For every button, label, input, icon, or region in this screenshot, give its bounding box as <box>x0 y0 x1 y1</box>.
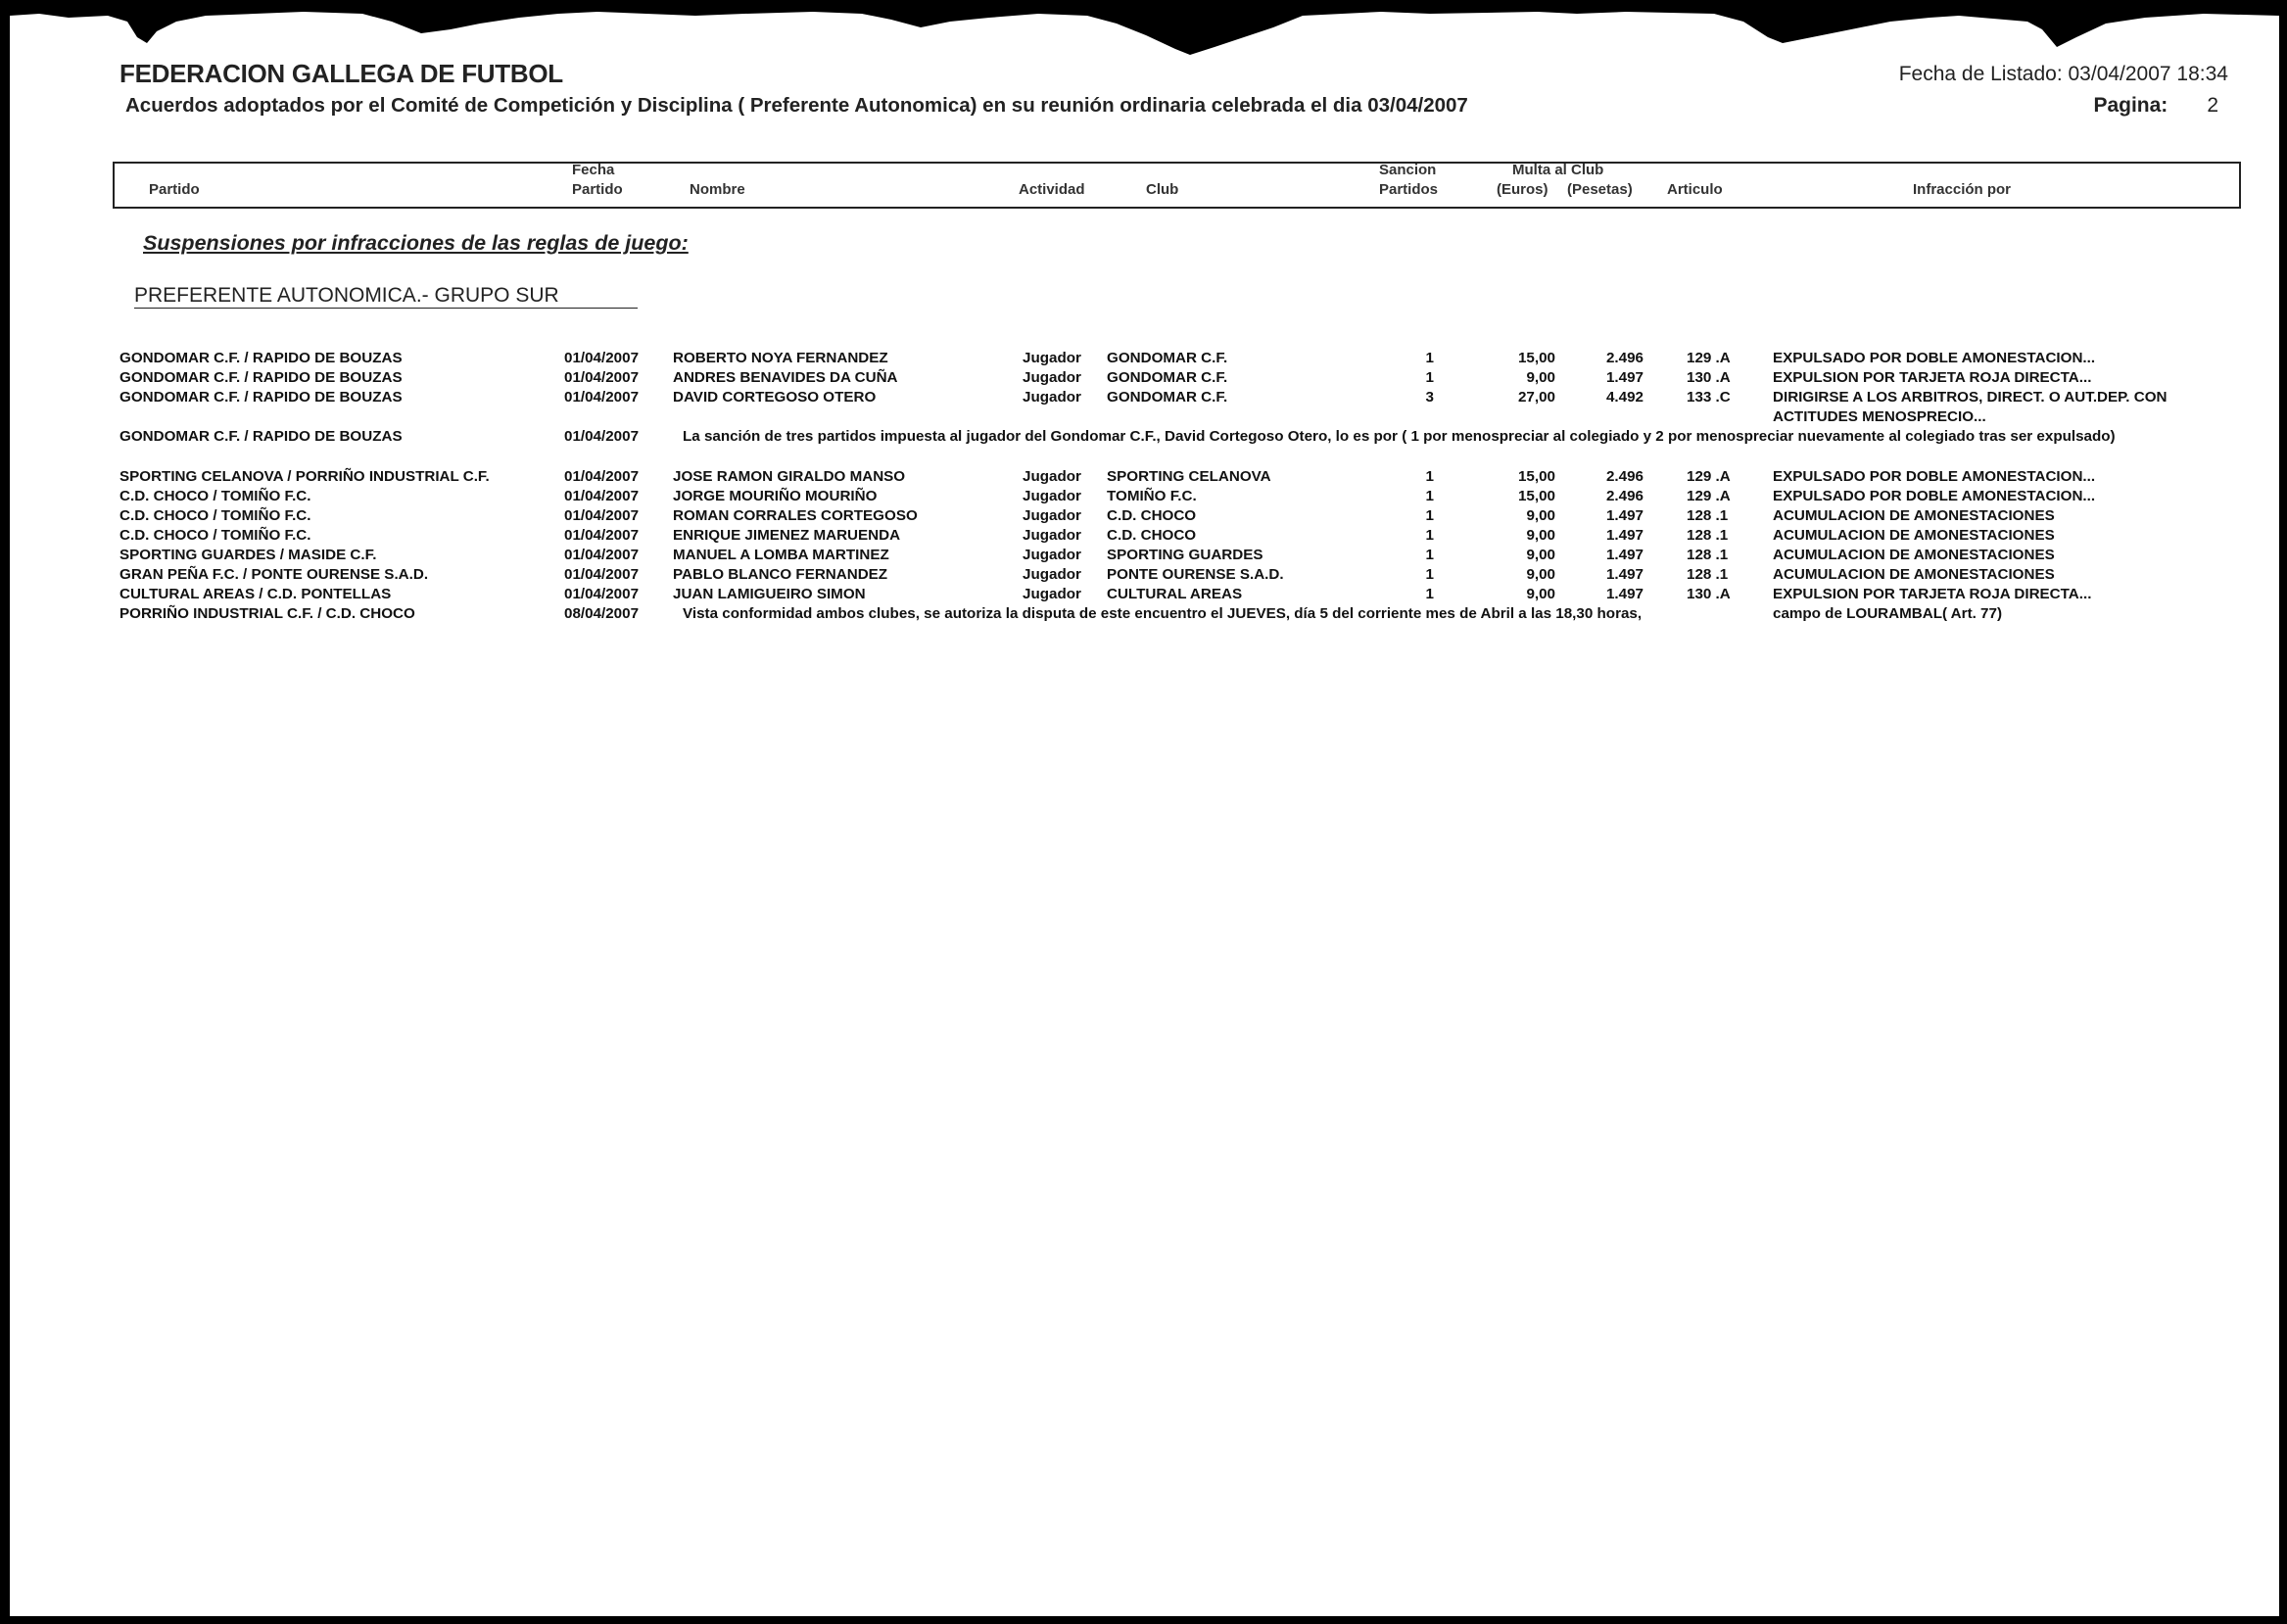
table-cell-infraccion: EXPULSION POR TARJETA ROJA DIRECTA... <box>1773 586 2092 602</box>
col-club: Club <box>1146 181 1179 198</box>
table-cell-euros: 9,00 <box>1526 527 1555 544</box>
table-cell-actividad: Jugador <box>1023 488 1081 504</box>
sanctions-table <box>10 8 2279 1616</box>
table-cell-fecha: 01/04/2007 <box>564 468 640 485</box>
document-page <box>10 8 2279 1616</box>
table-cell-fecha: 08/04/2007 <box>564 605 640 622</box>
col-sancion-bottom: Partidos <box>1379 181 1439 198</box>
table-cell-pesetas: 1.497 <box>1605 527 1644 544</box>
table-cell-sancion: 1 <box>1425 547 1434 563</box>
document-subtitle: Acuerdos adoptados por el Comité de Competición y Disciplina ( Preferente Autonomica) en su reunión ordinaria celebrada el dia 03/04/2007 <box>125 94 1468 117</box>
table-cell-fecha: 01/04/2007 <box>564 428 640 445</box>
col-multa-top: Multa al Club <box>1512 162 1604 178</box>
table-cell-infraccion: ACUMULACION DE AMONESTACIONES <box>1773 547 2055 563</box>
table-cell-club: GONDOMAR C.F. <box>1107 389 1228 406</box>
table-cell-partido: C.D. CHOCO / TOMIÑO F.C. <box>119 488 311 504</box>
table-cell-fecha: 01/04/2007 <box>564 488 640 504</box>
table-cell-fecha: 01/04/2007 <box>564 507 640 524</box>
table-cell-pesetas: 1.497 <box>1605 507 1644 524</box>
table-cell-nombre: ROBERTO NOYA FERNANDEZ <box>673 350 888 366</box>
table-cell-nombre: JOSE RAMON GIRALDO MANSO <box>673 468 906 485</box>
table-cell-sancion: 1 <box>1425 586 1434 602</box>
table-cell-euros: 9,00 <box>1526 586 1555 602</box>
page-number: 2 <box>2207 94 2218 117</box>
table-cell-partido: CULTURAL AREAS / C.D. PONTELLAS <box>119 586 392 602</box>
table-cell-partido: GONDOMAR C.F. / RAPIDO DE BOUZAS <box>119 389 403 406</box>
table-cell-actividad: Jugador <box>1023 527 1081 544</box>
table-cell-nombre: MANUEL A LOMBA MARTINEZ <box>673 547 889 563</box>
table-cell-fecha: 01/04/2007 <box>564 389 640 406</box>
table-cell-fecha: 01/04/2007 <box>564 547 640 563</box>
table-cell-nombre: DAVID CORTEGOSO OTERO <box>673 389 877 406</box>
table-cell-partido: C.D. CHOCO / TOMIÑO F.C. <box>119 527 311 544</box>
table-cell-euros: 15,00 <box>1517 488 1555 504</box>
group-title: PREFERENTE AUTONOMICA.- GRUPO SUR <box>134 284 638 309</box>
table-cell-actividad: Jugador <box>1023 468 1081 485</box>
table-cell-club: TOMIÑO F.C. <box>1107 488 1197 504</box>
table-cell-club: C.D. CHOCO <box>1107 507 1197 524</box>
table-cell-partido: GONDOMAR C.F. / RAPIDO DE BOUZAS <box>119 350 403 366</box>
table-cell-actividad: Jugador <box>1023 350 1081 366</box>
table-cell-pesetas: 2.496 <box>1605 468 1644 485</box>
table-cell-infraccion: EXPULSADO POR DOBLE AMONESTACION... <box>1773 350 2096 366</box>
table-cell-fecha: 01/04/2007 <box>564 566 640 583</box>
table-cell-euros: 9,00 <box>1526 507 1555 524</box>
table-cell-club: GONDOMAR C.F. <box>1107 369 1228 386</box>
table-cell-actividad: Jugador <box>1023 586 1081 602</box>
table-cell-club: C.D. CHOCO <box>1107 527 1197 544</box>
table-cell-euros: 15,00 <box>1517 468 1555 485</box>
table-cell-actividad: Jugador <box>1023 507 1081 524</box>
org-title: FEDERACION GALLEGA DE FUTBOL <box>119 59 563 88</box>
col-fecha-bottom: Partido <box>572 181 623 198</box>
table-cell-sancion: 1 <box>1425 488 1434 504</box>
table-cell-actividad: Jugador <box>1023 547 1081 563</box>
table-cell-sancion: 1 <box>1425 468 1434 485</box>
table-cell-articulo: 128 .1 <box>1687 527 1729 544</box>
col-partido: Partido <box>149 181 200 198</box>
table-cell-note: Vista conformidad ambos clubes, se autoriza la disputa de este encuentro el JUEVES, día 5 del corriente mes de Abril a las 18,30 horas, <box>683 605 1643 622</box>
table-cell-sancion: 1 <box>1425 369 1434 386</box>
table-cell-infraccion: ACUMULACION DE AMONESTACIONES <box>1773 507 2055 524</box>
table-cell-infraccion: ACUMULACION DE AMONESTACIONES <box>1773 527 2055 544</box>
table-cell-euros: 27,00 <box>1517 389 1555 406</box>
table-cell-club: SPORTING GUARDES <box>1107 547 1263 563</box>
table-cell-infraccion: ACUMULACION DE AMONESTACIONES <box>1773 566 2055 583</box>
table-cell-fecha: 01/04/2007 <box>564 350 640 366</box>
table-cell-sancion: 1 <box>1425 507 1434 524</box>
col-infraccion: Infracción por <box>1913 181 2012 198</box>
table-cell-nombre: ENRIQUE JIMENEZ MARUENDA <box>673 527 901 544</box>
col-actividad: Actividad <box>1019 181 1085 198</box>
table-cell-club: CULTURAL AREAS <box>1107 586 1243 602</box>
listing-date: Fecha de Listado: 03/04/2007 18:34 <box>1898 63 2228 85</box>
table-cell-sancion: 1 <box>1425 350 1434 366</box>
table-cell-euros: 9,00 <box>1526 369 1555 386</box>
table-cell-pesetas: 1.497 <box>1605 566 1644 583</box>
page-label: Pagina: <box>2093 94 2168 117</box>
table-cell-euros: 9,00 <box>1526 566 1555 583</box>
table-cell-pesetas: 4.492 <box>1605 389 1644 406</box>
table-cell-nombre: ROMAN CORRALES CORTEGOSO <box>673 507 918 524</box>
table-cell-partido: PORRIÑO INDUSTRIAL C.F. / C.D. CHOCO <box>119 605 415 622</box>
table-cell-infraccion: EXPULSION POR TARJETA ROJA DIRECTA... <box>1773 369 2092 386</box>
table-cell-club: SPORTING CELANOVA <box>1107 468 1271 485</box>
table-cell-club: GONDOMAR C.F. <box>1107 350 1228 366</box>
table-cell-partido: GRAN PEÑA F.C. / PONTE OURENSE S.A.D. <box>119 566 429 583</box>
table-cell-articulo: 129 .A <box>1687 350 1731 366</box>
table-cell-pesetas: 2.496 <box>1605 350 1644 366</box>
table-cell-nombre: JORGE MOURIÑO MOURIÑO <box>673 488 878 504</box>
col-sancion-top: Sancion <box>1379 162 1437 178</box>
table-cell-articulo: 129 .A <box>1687 488 1731 504</box>
table-cell-articulo: 133 .C <box>1687 389 1731 406</box>
table-cell-partido: SPORTING GUARDES / MASIDE C.F. <box>119 547 377 563</box>
table-cell-partido: GONDOMAR C.F. / RAPIDO DE BOUZAS <box>119 369 403 386</box>
table-cell-infraccion: DIRIGIRSE A LOS ARBITROS, DIRECT. O AUT.DEP. CON ACTITUDES MENOSPRECIO... <box>1773 389 2168 425</box>
table-cell-articulo: 128 .1 <box>1687 566 1729 583</box>
table-cell-articulo: 128 .1 <box>1687 547 1729 563</box>
table-cell-nombre: ANDRES BENAVIDES DA CUÑA <box>673 369 898 386</box>
table-cell-fecha: 01/04/2007 <box>564 527 640 544</box>
table-cell-fecha: 01/04/2007 <box>564 369 640 386</box>
table-cell-pesetas: 1.497 <box>1605 586 1644 602</box>
table-cell-sancion: 1 <box>1425 566 1434 583</box>
col-fecha-top: Fecha <box>572 162 615 178</box>
col-euros: (Euros) <box>1497 181 1548 198</box>
table-cell-partido: GONDOMAR C.F. / RAPIDO DE BOUZAS <box>119 428 403 445</box>
table-cell-infraccion: EXPULSADO POR DOBLE AMONESTACION... <box>1773 468 2096 485</box>
table-cell-articulo: 128 .1 <box>1687 507 1729 524</box>
table-cell-partido: SPORTING CELANOVA / PORRIÑO INDUSTRIAL C.F. <box>119 468 490 485</box>
section-title: Suspensiones por infracciones de las reglas de juego: <box>143 231 689 255</box>
table-cell-infraccion: EXPULSADO POR DOBLE AMONESTACION... <box>1773 488 2096 504</box>
table-cell-actividad: Jugador <box>1023 369 1081 386</box>
table-cell-note: La sanción de tres partidos impuesta al jugador del Gondomar C.F., David Cortegoso Otero, lo es por ( 1 por menospreciar al colegiado y 2 por menospreciar nuevamente al colegiado tras ser expulsado) <box>683 428 2116 445</box>
col-articulo: Articulo <box>1667 181 1723 198</box>
table-cell-pesetas: 1.497 <box>1605 369 1644 386</box>
col-pesetas: (Pesetas) <box>1567 181 1633 198</box>
table-cell-partido: C.D. CHOCO / TOMIÑO F.C. <box>119 507 311 524</box>
table-cell-articulo: 130 .A <box>1687 369 1731 386</box>
table-cell-sancion: 1 <box>1425 527 1434 544</box>
table-cell-euros: 15,00 <box>1517 350 1555 366</box>
table-cell-articulo: 129 .A <box>1687 468 1731 485</box>
table-cell-fecha: 01/04/2007 <box>564 586 640 602</box>
table-cell-euros: 9,00 <box>1526 547 1555 563</box>
col-nombre: Nombre <box>690 181 745 198</box>
table-cell-club: PONTE OURENSE S.A.D. <box>1107 566 1284 583</box>
table-cell-nombre: PABLO BLANCO FERNANDEZ <box>673 566 888 583</box>
table-cell-pesetas: 2.496 <box>1605 488 1644 504</box>
table-cell-sancion: 3 <box>1425 389 1434 406</box>
table-cell-nombre: JUAN LAMIGUEIRO SIMON <box>673 586 866 602</box>
table-cell-infraccion: campo de LOURAMBAL( Art. 77) <box>1773 605 2003 622</box>
table-cell-actividad: Jugador <box>1023 389 1081 406</box>
table-cell-articulo: 130 .A <box>1687 586 1731 602</box>
table-cell-actividad: Jugador <box>1023 566 1081 583</box>
table-cell-pesetas: 1.497 <box>1605 547 1644 563</box>
